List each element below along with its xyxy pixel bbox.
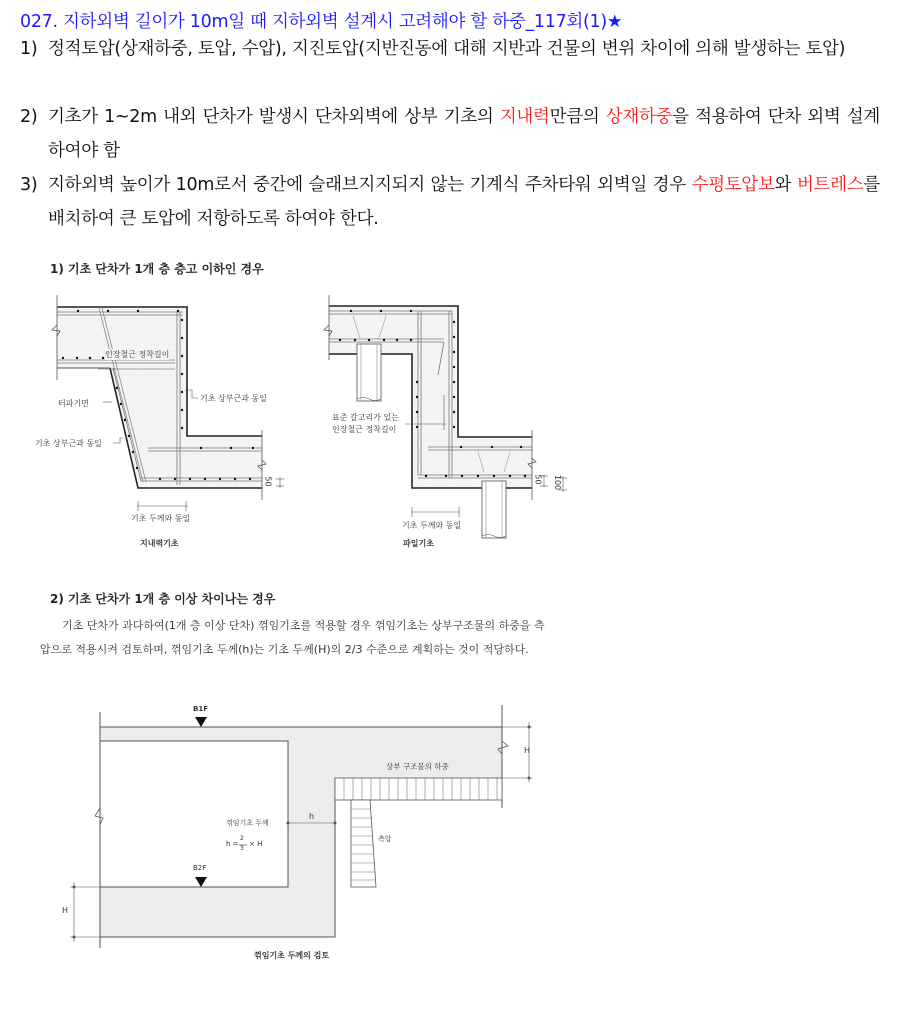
stepped-foundation-drawing	[70, 705, 532, 948]
highlighted-term: 수평토압보	[691, 175, 775, 195]
label-same-as-top-bar-left: 기초 상부근과 동일	[35, 439, 102, 448]
highlighted-term: 지내력	[499, 107, 550, 127]
document-title: 027. 지하외벽 길이가 10m일 때 지하외벽 설계시 고려해야 할 하중_117회(1)★	[20, 12, 623, 32]
label-b2f: B2F	[193, 864, 207, 872]
label-same-as-thickness: 기초 두께와 동일	[131, 514, 191, 523]
item-number: 3)	[20, 175, 38, 195]
caption-pile-foundation: 파일기초	[403, 539, 434, 548]
label-lateral-pressure: 측압	[378, 835, 392, 843]
label-H-top: H	[524, 746, 531, 755]
label-dim-50: 50	[533, 474, 543, 485]
item-number: 2)	[20, 107, 38, 127]
text-segment: 지하외벽 높이가 10m로서 중간에 슬래브지지되지 않는 기계식 주차타워 외벽일 경우	[48, 175, 692, 195]
label-dim-50: 50	[263, 476, 273, 487]
text-segment: 을 적용하여 단차 외벽 설계하여야 함	[48, 107, 880, 161]
figure1-heading: 1) 기초 단차가 1개 층 층고 이하인 경우	[50, 262, 264, 276]
paragraph-text: 기초 단차가 과다하여(1개 층 이상 단차) 꺾임기초를 적용할 경우 꺾임기초는 상부구조물의 하중을 측압으로 적용시켜 검토하며, 꺾임기초 두께(h)는 기초 두께(H)의 2/3 수준으로 계획하는 것이 적당하다.	[40, 619, 545, 656]
label-same-as-thickness: 기초 두께와 동일	[402, 521, 462, 530]
formula-numerator: 2	[240, 835, 244, 842]
highlighted-term: 버트레스	[796, 175, 864, 195]
label-excavation-surface: 터파기면	[58, 399, 89, 408]
formula-denominator: 3	[240, 845, 244, 852]
caption-bearing-foundation: 지내력기초	[140, 539, 179, 548]
label-same-as-top-bar-right: 기초 상부근과 동일	[200, 394, 267, 403]
label-h: h	[309, 812, 315, 821]
item-number: 1)	[20, 39, 38, 59]
label-b1f: B1F	[193, 705, 208, 713]
label-hook-line1: 표준 갈고리가 있는	[332, 413, 399, 422]
label-anchorage-length: 인장철근 정착길이	[105, 350, 170, 359]
text-segment: 기초가 1~2m 내외 단차가 발생시 단차외벽에 상부 기초의	[48, 107, 500, 127]
formula-rhs: × H	[249, 840, 263, 848]
label-H-bottom: H	[62, 906, 69, 915]
label-dim-100: 100	[553, 474, 563, 491]
caption-bent-footing-check: 꺾임기초 두께의 검토	[254, 951, 330, 960]
text-segment: 만큼의	[549, 107, 606, 127]
text-segment: 와	[774, 175, 797, 195]
formula-lhs: h =	[226, 840, 239, 848]
label-upper-structure-load: 상부 구조물의 하중	[386, 762, 449, 771]
highlighted-term: 상재하중	[605, 107, 673, 127]
figure2-paragraph	[40, 614, 550, 662]
text-segment: 정적토압(상재하중, 토압, 수압), 지진토압(지반진동에 대해 지반과 건물의 변위 차이에 의해 발생하는 토압)	[48, 39, 846, 59]
label-bent-footing-thickness: 꺾임기초 두께	[226, 819, 269, 827]
text-segment: 를 배치하여 큰 토압에 저항하도록 하여야 한다.	[48, 175, 880, 229]
label-hook-line2: 인장철근 정착길이	[332, 425, 397, 434]
figure2-heading: 2) 기초 단차가 1개 층 이상 차이나는 경우	[50, 592, 276, 606]
